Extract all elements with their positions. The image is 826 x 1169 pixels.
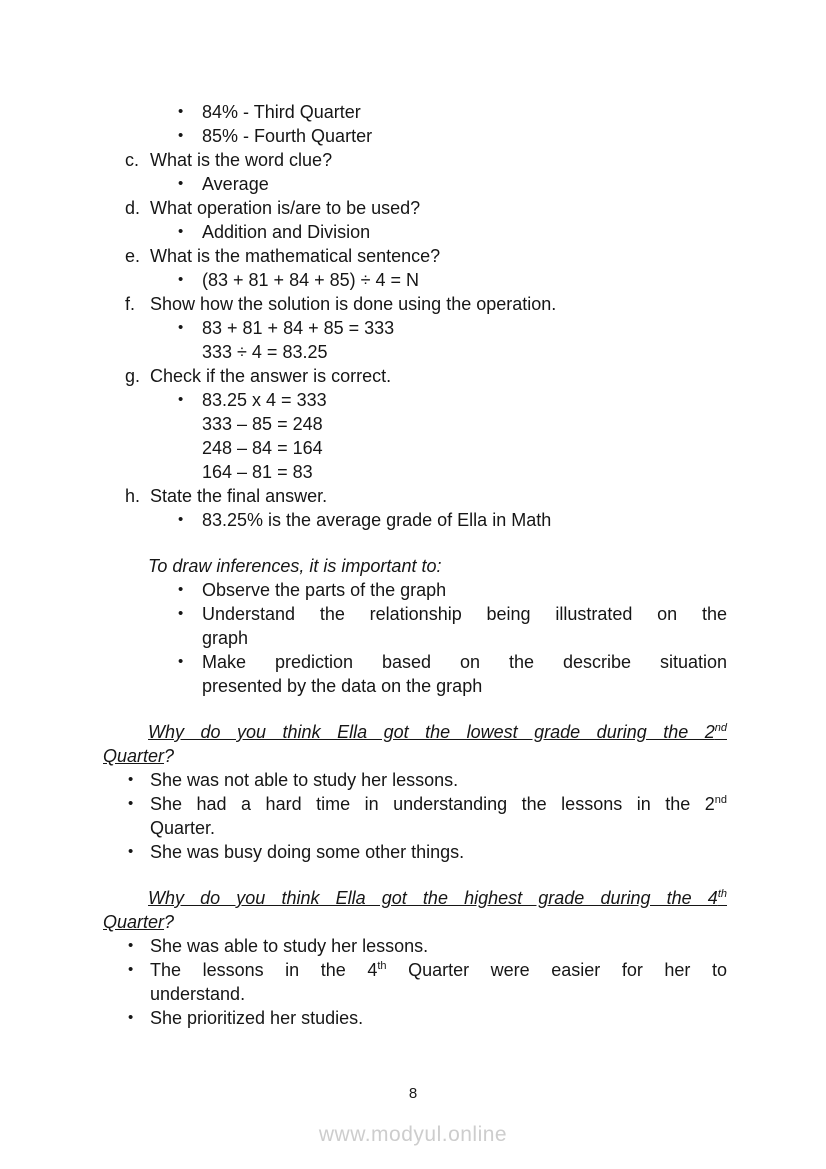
answer-item xyxy=(103,220,727,244)
answer-line: 83 + 81 + 84 + 85 = 333 xyxy=(202,318,395,338)
bullet-icon: • xyxy=(128,1009,134,1026)
reason-item xyxy=(103,792,727,840)
reason-item xyxy=(103,840,727,864)
item-question: What operation is/are to be used? xyxy=(150,198,421,218)
inference-line: presented by the data on the graph xyxy=(202,676,483,696)
bullet-icon: • xyxy=(128,961,134,978)
question-lowest-section xyxy=(103,720,727,864)
ordinal-superscript: nd xyxy=(714,794,727,806)
bullet-icon: • xyxy=(178,653,184,670)
reason-line: understand. xyxy=(150,984,246,1004)
answer-line: 333 – 85 = 248 xyxy=(202,414,323,434)
inference-item xyxy=(103,650,727,698)
inferences-section xyxy=(103,554,727,698)
bullet-icon: • xyxy=(128,795,134,812)
item-question: What is the word clue? xyxy=(150,150,333,170)
list-item xyxy=(103,100,727,124)
reason-line: Quarter. xyxy=(150,818,216,838)
answer-item xyxy=(103,316,727,364)
inference-item xyxy=(103,578,727,602)
ordinal-superscript: th xyxy=(717,888,727,900)
bullet-icon: • xyxy=(128,843,134,860)
question-text: Quarter xyxy=(103,912,165,932)
reason-line: She was not able to study her lessons. xyxy=(150,770,459,790)
reason-text: The lessons in the 4 xyxy=(150,960,378,980)
answer-line: Average xyxy=(202,174,269,194)
answer-line: 83.25% is the average grade of Ella in Math xyxy=(202,510,552,530)
answer-line: (83 + 81 + 84 + 85) ÷ 4 = N xyxy=(202,270,420,290)
qa-list xyxy=(103,100,727,532)
reason-item xyxy=(103,1006,727,1030)
question-text: Why do you think Ella got the highest grade during the 4 xyxy=(148,888,718,908)
inference-line: Understand the relationship being illustrated on the xyxy=(202,604,727,624)
reason-line: She was busy doing some other things. xyxy=(150,842,465,862)
item-question: State the final answer. xyxy=(150,486,328,506)
item-label: c. xyxy=(125,150,140,170)
item-label: h. xyxy=(125,486,141,506)
reason-item xyxy=(103,934,727,958)
inference-item xyxy=(103,602,727,650)
bullet-icon: • xyxy=(178,605,184,622)
answer-line: 248 – 84 = 164 xyxy=(202,438,323,458)
answer-line: 164 – 81 = 83 xyxy=(202,462,313,482)
question-text: Quarter xyxy=(103,746,165,766)
item-label: e. xyxy=(125,246,141,266)
reason-item xyxy=(103,768,727,792)
item-question: What is the mathematical sentence? xyxy=(150,246,441,266)
ordinal-superscript: nd xyxy=(714,722,727,734)
item-question: Check if the answer is correct. xyxy=(150,366,392,386)
question-highest-section xyxy=(103,886,727,1030)
bullet-icon: • xyxy=(178,271,184,288)
answer-item xyxy=(103,172,727,196)
bullet-icon: • xyxy=(178,223,184,240)
list-item xyxy=(103,124,727,148)
reason-line: She was able to study her lessons. xyxy=(150,936,429,956)
inference-line: Observe the parts of the graph xyxy=(202,580,447,600)
answer-line: Addition and Division xyxy=(202,222,371,242)
question-punctuation: ? xyxy=(164,746,175,766)
reason-text: Quarter were easier for her to xyxy=(386,960,727,980)
reason-text: She had a hard time in understanding the lessons in the 2 xyxy=(150,794,715,814)
answer-line: 333 ÷ 4 = 83.25 xyxy=(202,342,328,362)
bullet-icon: • xyxy=(178,175,184,192)
bullet-icon: • xyxy=(178,103,184,120)
question-punctuation: ? xyxy=(164,912,175,932)
list-item-text: 85% - Fourth Quarter xyxy=(202,126,373,146)
reason-line xyxy=(150,792,727,816)
bullet-icon: • xyxy=(178,391,184,408)
question-line xyxy=(103,744,727,768)
item-question: Show how the solution is done using the operation. xyxy=(150,294,557,314)
lettered-item-c xyxy=(103,148,727,172)
answer-item xyxy=(103,268,727,292)
inferences-lead: To draw inferences, it is important to: xyxy=(148,556,442,576)
bullet-icon: • xyxy=(178,581,184,598)
bullet-icon: • xyxy=(178,511,184,528)
question-line xyxy=(103,720,727,744)
reason-line: She prioritized her studies. xyxy=(150,1008,364,1028)
watermark-text: www.modyul.online xyxy=(318,1123,508,1146)
question-text: Why do you think Ella got the lowest grade during the 2 xyxy=(148,722,715,742)
reason-line xyxy=(150,958,727,982)
ordinal-superscript: th xyxy=(377,960,387,972)
document-content xyxy=(103,100,727,1030)
answer-item xyxy=(103,508,727,532)
question-line xyxy=(103,910,727,934)
bullet-icon: • xyxy=(178,319,184,336)
item-label: g. xyxy=(125,366,141,386)
page-number: 8 xyxy=(408,1085,418,1102)
list-item-text: 84% - Third Quarter xyxy=(202,102,361,122)
answer-line: 83.25 x 4 = 333 xyxy=(202,390,327,410)
lettered-item-h xyxy=(103,484,727,508)
item-label: d. xyxy=(125,198,141,218)
lettered-item-f xyxy=(103,292,727,316)
question-line xyxy=(103,886,727,910)
lettered-item-d xyxy=(103,196,727,220)
inference-line: Make prediction based on the describe situation xyxy=(202,652,727,672)
bullet-icon: • xyxy=(178,127,184,144)
lettered-item-e xyxy=(103,244,727,268)
lettered-item-g xyxy=(103,364,727,388)
answer-item xyxy=(103,388,727,484)
reason-item xyxy=(103,958,727,1006)
bullet-icon: • xyxy=(128,771,134,788)
inference-line: graph xyxy=(202,628,249,648)
bullet-icon: • xyxy=(128,937,134,954)
item-label: f. xyxy=(125,294,136,314)
